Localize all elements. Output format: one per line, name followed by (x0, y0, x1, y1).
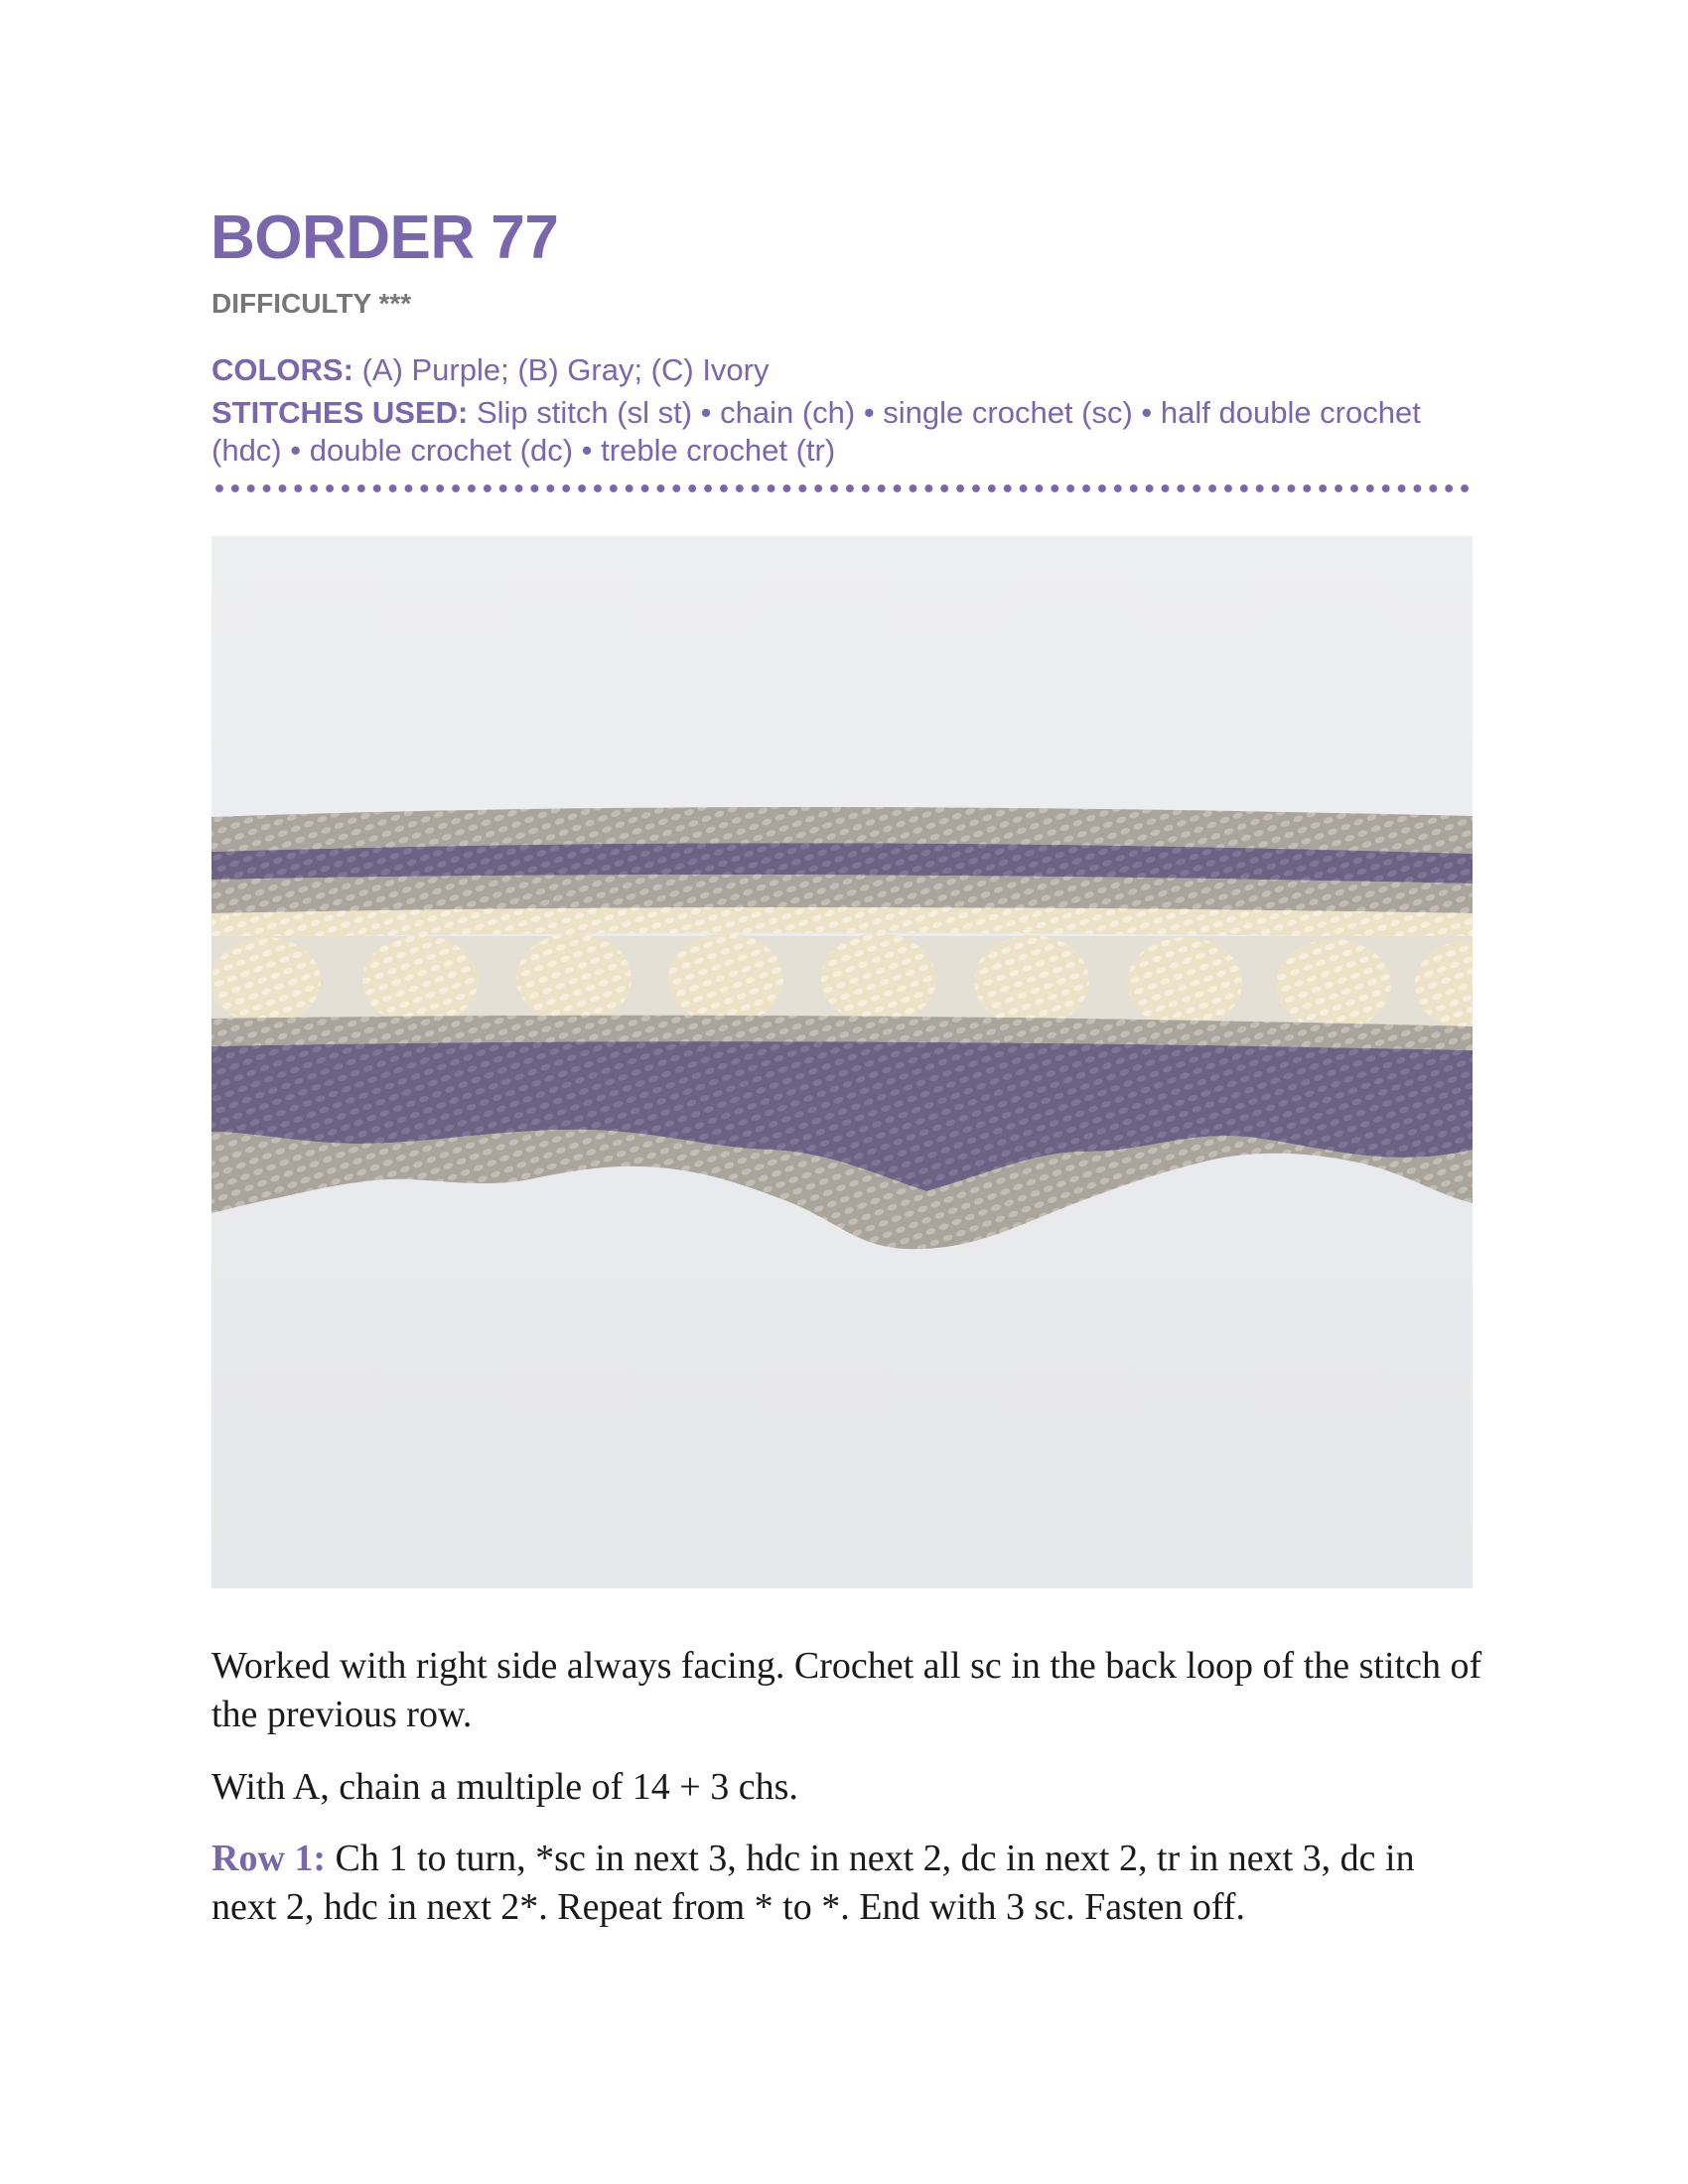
colors-line (211, 351, 1473, 389)
row-1-paragraph (211, 1835, 1482, 1932)
colors-label: COLORS: (211, 352, 353, 387)
stitches-value: Slip stitch (sl st) • chain (ch) • single crochet (sc) • half double crochet (hdc) • double crochet (dc) • treble crochet (tr) (211, 395, 1421, 468)
dotted-divider (211, 482, 1473, 494)
stitches-label: STITCHES USED: (211, 395, 469, 430)
stitches-line (211, 394, 1473, 470)
chain-paragraph: With A, chain a multiple of 14 + 3 chs. (211, 1766, 798, 1808)
row-1-text: Ch 1 to turn, *sc in next 3, hdc in next 2, dc in next 2, tr in next 3, dc in next 2, hdc in next 2*. Repeat from * to *. End with 3 sc. Fasten off. (211, 1838, 1415, 1928)
colors-value: (A) Purple; (B) Gray; (C) Ivory (361, 352, 770, 387)
difficulty-rating: DIFFICULTY *** (211, 288, 412, 319)
intro-paragraph: Worked with right side always facing. Crochet all sc in the back loop of the stitch of the previous row. (211, 1645, 1482, 1735)
border-swatch-photo (211, 536, 1473, 1588)
row-1-label: Row 1: (211, 1838, 327, 1879)
page-title: BORDER 77 (211, 204, 559, 272)
